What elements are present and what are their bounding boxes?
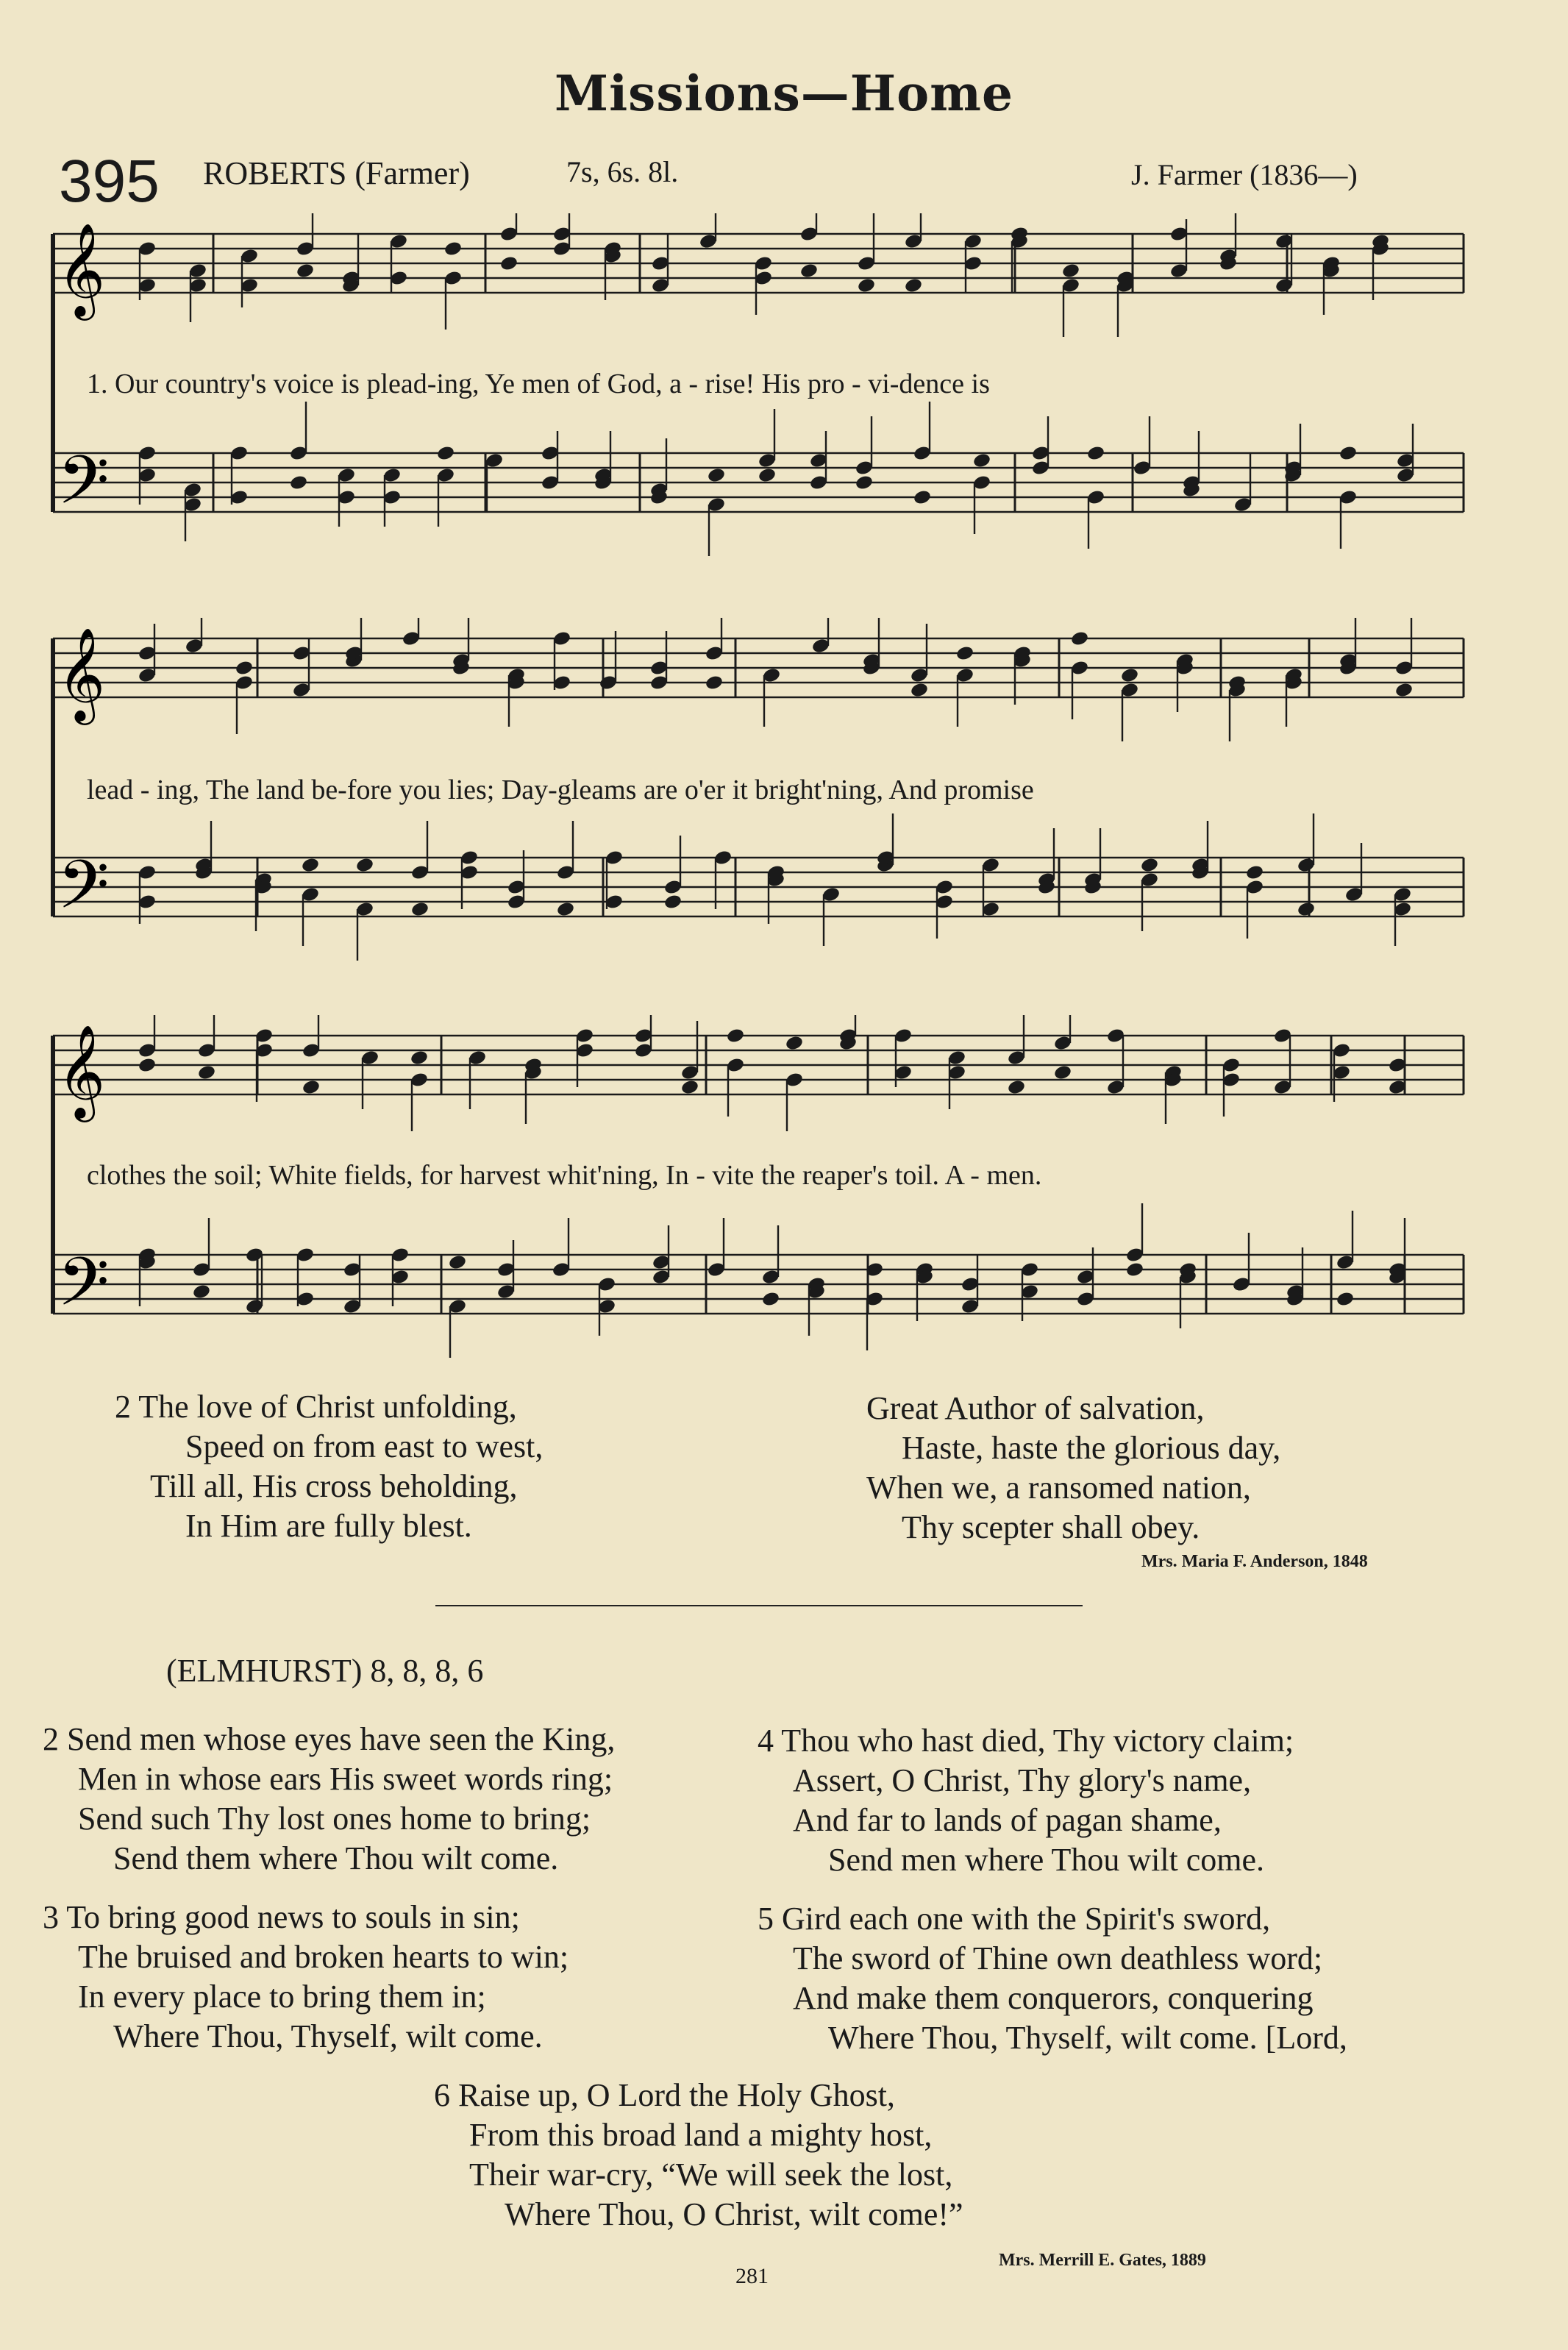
treble-clef-icon: 𝄞 xyxy=(57,627,106,721)
stanza-line: In Him are fully blest. xyxy=(185,1508,472,1544)
treble-staff xyxy=(53,1015,1464,1131)
stanza-line: Till all, His cross beholding, xyxy=(150,1468,518,1504)
stanza-line: 4 Thou who hast died, Thy victory claim; xyxy=(758,1723,1294,1759)
meter: 7s, 6s. 8l. xyxy=(566,155,679,188)
stanza-line: 3 To bring good news to souls in sin; xyxy=(43,1899,520,1935)
section-title: Missions—Home xyxy=(555,65,1013,122)
author-credit-2: Mrs. Merrill E. Gates, 1889 xyxy=(999,2251,1206,2270)
stanza-line: When we, a ransomed nation, xyxy=(866,1470,1251,1506)
alt-stanza-2 xyxy=(43,1720,615,1879)
composer: J. Farmer (1836—) xyxy=(1131,158,1358,191)
alt-stanza-6 xyxy=(434,2076,963,2235)
treble-clef-icon: 𝄞 xyxy=(57,222,106,316)
stanza-line: Haste, haste the glorious day, xyxy=(902,1430,1281,1466)
bass-clef-icon: 𝄢 xyxy=(57,1243,110,1337)
stanza-line: Men in whose ears His sweet words ring; xyxy=(78,1761,613,1797)
lyric-line-1: 1. Our country's voice is plead-ing, Ye men of God, a - rise! His pro - vi-dence is xyxy=(87,368,990,399)
stanza-line: The bruised and broken hearts to win; xyxy=(78,1939,569,1975)
stanza-line: In every place to bring them in; xyxy=(78,1979,486,2015)
alt-stanza-4 xyxy=(758,1721,1294,1880)
stanza-line: From this broad land a mighty host, xyxy=(469,2117,933,2153)
music-system-3 xyxy=(0,1015,1568,1368)
alt-tune-heading: (ELMHURST) 8, 8, 8, 6 xyxy=(166,1653,484,1689)
treble-staff xyxy=(53,213,1464,337)
stanza-line: Assert, O Christ, Thy glory's name, xyxy=(793,1762,1252,1798)
hymn-number: 395 xyxy=(59,148,160,215)
stanza-line: Send them where Thou wilt come. xyxy=(113,1840,559,1876)
lyric-line-2: lead - ing, The land be-fore you lies; Day-gleams are o'er it bright'ning, And promise xyxy=(87,775,1034,805)
stanza-line: Their war-cry, “We will seek the lost, xyxy=(469,2157,953,2193)
stanza-line: 5 Gird each one with the Spirit's sword, xyxy=(758,1901,1271,1937)
lyric-line-3: clothes the soil; White fields, for harvest whit'ning, In - vite the reaper's toil. A - men. xyxy=(87,1160,1042,1191)
alt-stanza-3 xyxy=(43,1898,569,2057)
page-number: 281 xyxy=(735,2264,769,2288)
bass-clef-icon: 𝄢 xyxy=(57,846,110,940)
stanza-line: Where Thou, Thyself, wilt come. [Lord, xyxy=(828,2020,1347,2056)
stanza-3 xyxy=(866,1389,1280,1548)
alt-stanza-5 xyxy=(758,1899,1347,2058)
stanza-line: Where Thou, Thyself, wilt come. xyxy=(113,2018,543,2054)
stanza-line: The sword of Thine own deathless word; xyxy=(793,1940,1323,1976)
treble-staff xyxy=(53,618,1464,741)
stanza-line: Great Author of salvation, xyxy=(866,1390,1205,1426)
stanza-line: And far to lands of pagan shame, xyxy=(793,1802,1222,1838)
stanza-line: 2 Send men whose eyes have seen the King, xyxy=(43,1721,616,1757)
treble-clef-icon: 𝄞 xyxy=(57,1024,106,1118)
stanza-line: Where Thou, O Christ, wilt come!” xyxy=(505,2196,963,2232)
bass-clef-icon: 𝄢 xyxy=(57,441,110,535)
bass-staff xyxy=(53,402,1464,556)
tune-name: ROBERTS (Farmer) xyxy=(203,155,470,191)
stanza-line: 2 The love of Christ unfolding, xyxy=(115,1389,517,1425)
stanza-line: And make them conquerors, conquering xyxy=(793,1980,1314,2016)
stanza-line: Thy scepter shall obey. xyxy=(902,1509,1200,1545)
stanza-line: 6 Raise up, O Lord the Holy Ghost, xyxy=(434,2077,895,2113)
stanza-line: Send such Thy lost ones home to bring; xyxy=(78,1801,591,1837)
stanza-line: Send men where Thou wilt come. xyxy=(828,1842,1265,1878)
stanza-line: Speed on from east to west, xyxy=(185,1428,544,1464)
divider xyxy=(435,1605,1083,1606)
author-credit-1: Mrs. Maria F. Anderson, 1848 xyxy=(1141,1552,1368,1571)
bass-staff xyxy=(53,1203,1464,1358)
stanza-2 xyxy=(115,1387,543,1546)
bass-staff xyxy=(53,813,1464,961)
